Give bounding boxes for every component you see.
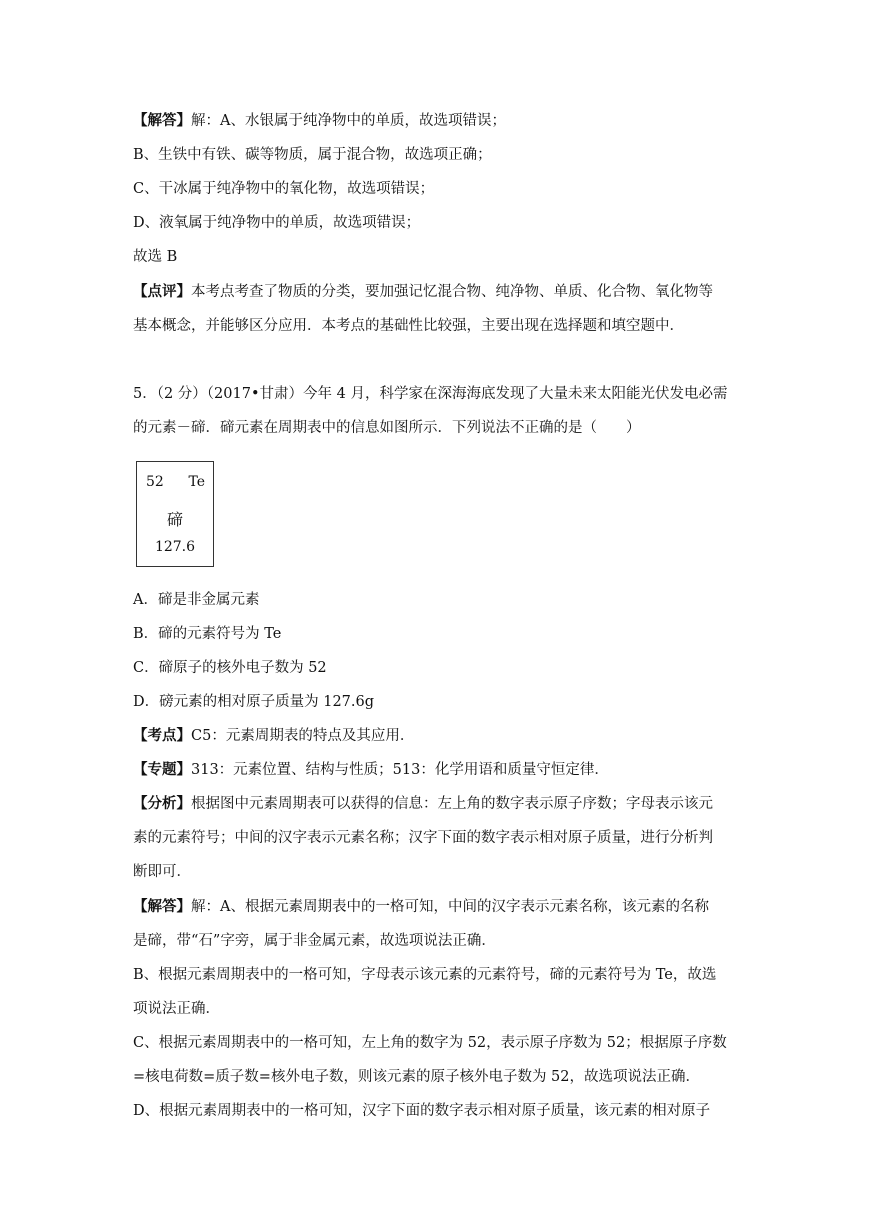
fenxi-line xyxy=(133,794,713,814)
element-symbol: Te xyxy=(188,474,205,490)
answer-tag: 【解答】 xyxy=(133,113,191,129)
option-a: A．碲是非金属元素 xyxy=(133,592,260,608)
jieda-b-2: 项说法正确． xyxy=(133,1001,220,1017)
text-line: D、液氧属于纯净物中的单质，故选项错误； xyxy=(133,215,421,231)
text-line: 故选 B xyxy=(133,249,178,265)
element-name: 碲 xyxy=(166,510,183,529)
question-stem-2: 的元素－碲．碲元素在周期表中的信息如图所示．下列说法不正确的是（ ） xyxy=(133,420,641,436)
jieda-b-1: B、根据元素周期表中的一格可知，字母表示该元素的元素符号，碲的元素符号为 Te，故选 xyxy=(133,967,717,983)
jieda-line-2: 是碲，带“石”字旁，属于非金属元素，故选项说法正确． xyxy=(133,933,496,949)
jieda-c-2: =核电荷数=质子数=核外电子数，则该元素的原子核外电子数为 52，故选项说法正确． xyxy=(133,1069,701,1085)
comment-tag: 【点评】 xyxy=(133,284,191,300)
zhuanti-text: 313：元素位置、结构与性质；513：化学用语和质量守恒定律． xyxy=(191,762,609,778)
atomic-mass: 127.6 xyxy=(154,539,196,555)
jieda-c-1: C、根据元素周期表中的一格可知，左上角的数字为 52，表示原子序数为 52；根据原子序数 xyxy=(133,1035,727,1051)
fenxi-line-3: 断即可． xyxy=(133,864,191,880)
element-cell xyxy=(136,461,214,567)
text-line: B、生铁中有铁、碳等物质，属于混合物，故选项正确； xyxy=(133,147,492,163)
kaodian-line xyxy=(133,726,414,746)
text-line: C、干冰属于纯净物中的氧化物，故选项错误； xyxy=(133,181,435,197)
option-d: D．磅元素的相对原子质量为 127.6g xyxy=(133,694,375,710)
atomic-number: 52 xyxy=(146,474,164,490)
jieda-text: 解：A、根据元素周期表中的一格可知，中间的汉字表示元素名称，该元素的名称 xyxy=(191,899,709,915)
zhuanti-line xyxy=(133,760,609,780)
comment-line-2: 基本概念，并能够区分应用．本考点的基础性比较强，主要出现在选择题和填空题中． xyxy=(133,318,684,334)
fenxi-text: 根据图中元素周期表可以获得的信息：左上角的数字表示原子序数；字母表示该元 xyxy=(191,796,713,812)
kaodian-text: C5：元素周期表的特点及其应用． xyxy=(191,728,415,744)
comment-text: 本考点考查了物质的分类，要加强记忆混合物、纯净物、单质、化合物、氧化物等 xyxy=(191,284,713,300)
jieda-tag: 【解答】 xyxy=(133,899,191,915)
option-b: B．碲的元素符号为 Te xyxy=(133,626,282,642)
jieda-line xyxy=(133,897,709,917)
answer-text: 解：A、水银属于纯净物中的单质，故选项错误； xyxy=(191,113,506,129)
question-stem-1: 5．（2 分）（2017•甘肃）今年 4 月，科学家在深海海底发现了大量未来太阳能光伏发电必需 xyxy=(133,386,728,402)
option-c: C．碲原子的核外电子数为 52 xyxy=(133,660,327,676)
answer-line xyxy=(133,111,506,131)
fenxi-line-2: 素的元素符号；中间的汉字表示元素名称；汉字下面的数字表示相对原子质量，进行分析判 xyxy=(133,830,713,846)
jieda-d-1: D、根据元素周期表中的一格可知，汉字下面的数字表示相对原子质量，该元素的相对原子 xyxy=(133,1103,711,1119)
zhuanti-tag: 【专题】 xyxy=(133,762,191,778)
fenxi-tag: 【分析】 xyxy=(133,796,191,812)
comment-line xyxy=(133,282,713,302)
kaodian-tag: 【考点】 xyxy=(133,728,191,744)
